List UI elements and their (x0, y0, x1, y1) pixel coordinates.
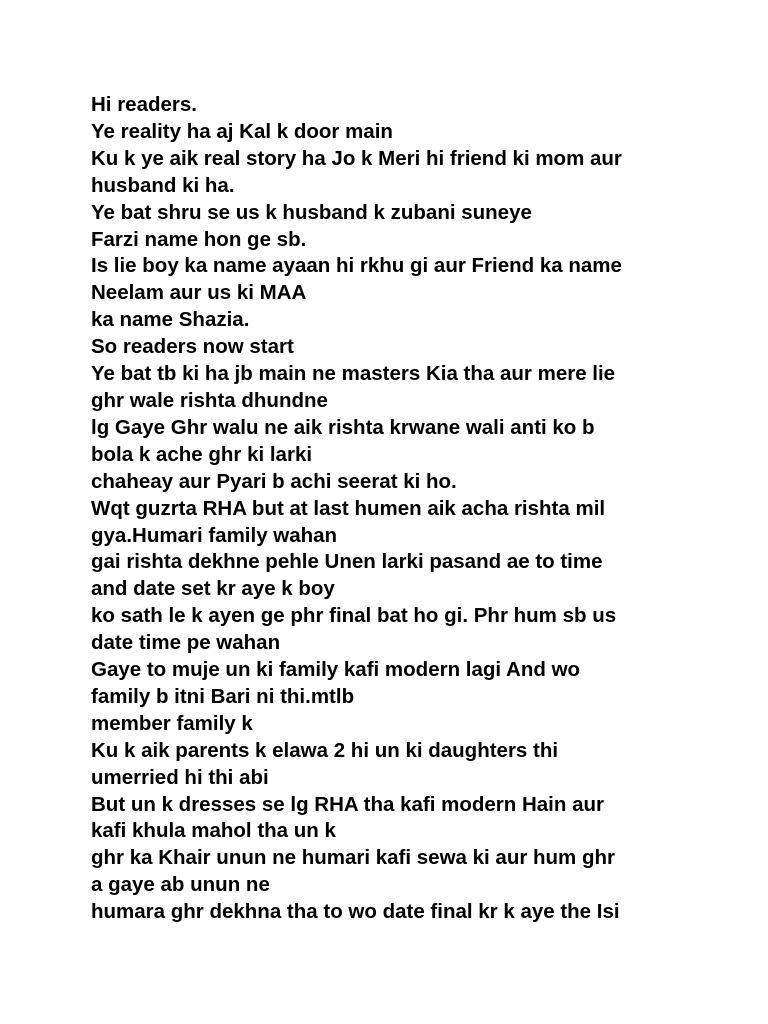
text-line: ka name Shazia. (91, 308, 250, 332)
text-line: Wqt guzrta RHA but at last humen aik acha rishta mil (91, 496, 606, 520)
text-line: humara ghr dekhna tha to wo date final kr k aye the Isi (91, 900, 620, 924)
text-line: bola k ache ghr ki larki (91, 442, 313, 466)
text-line: Ku k ye aik real story ha Jo k Meri hi friend ki mom aur (91, 146, 622, 170)
text-line: Ye bat shru se us k husband k zubani suneye (91, 200, 532, 224)
text-line: Ku k aik parents k elawa 2 hi un ki daughters thi (91, 738, 559, 762)
text-line: So readers now start (91, 335, 294, 359)
text-line: Hi readers. (91, 93, 197, 116)
text-line: Ye reality ha aj Kal k door main (91, 119, 393, 143)
text-line: Ye bat tb ki ha jb main ne masters Kia tha aur mere lie (91, 362, 616, 386)
text-line: Gaye to muje un ki family kafi modern lagi And wo (91, 658, 581, 682)
text-line: chaheay aur Pyari b achi seerat ki ho. (91, 469, 457, 493)
text-line: member family k (91, 711, 253, 735)
document-body-text (91, 92, 761, 926)
text-line: Neelam aur us ki MAA (91, 281, 307, 305)
text-line: and date set kr aye k boy (91, 577, 335, 601)
text-line: But un k dresses se lg RHA tha kafi modern Hain aur (91, 792, 605, 816)
text-line: lg Gaye Ghr walu ne aik rishta krwane wali anti ko b (91, 415, 595, 439)
text-line: family b itni Bari ni thi.mtlb (91, 684, 355, 708)
text-line: gya.Humari family wahan (91, 523, 338, 547)
text-line: ko sath le k ayen ge phr final bat ho gi. Phr hum sb us (91, 604, 617, 628)
text-line: umerried hi thi abi (91, 765, 269, 789)
text-line: a gaye ab unun ne (91, 873, 270, 897)
text-line: ghr wale rishta dhundne (91, 388, 328, 412)
text-line: kafi khula mahol tha un k (91, 819, 336, 843)
text-line: husband ki ha. (91, 173, 235, 197)
text-line: date time pe wahan (91, 631, 281, 655)
text-line: Is lie boy ka name ayaan hi rkhu gi aur Friend ka name (91, 254, 622, 278)
text-line: ghr ka Khair unun ne humari kafi sewa ki aur hum ghr (91, 846, 616, 870)
text-line: gai rishta dekhne pehle Unen larki pasand ae to time (91, 550, 603, 574)
text-line: Farzi name hon ge sb. (91, 227, 307, 251)
